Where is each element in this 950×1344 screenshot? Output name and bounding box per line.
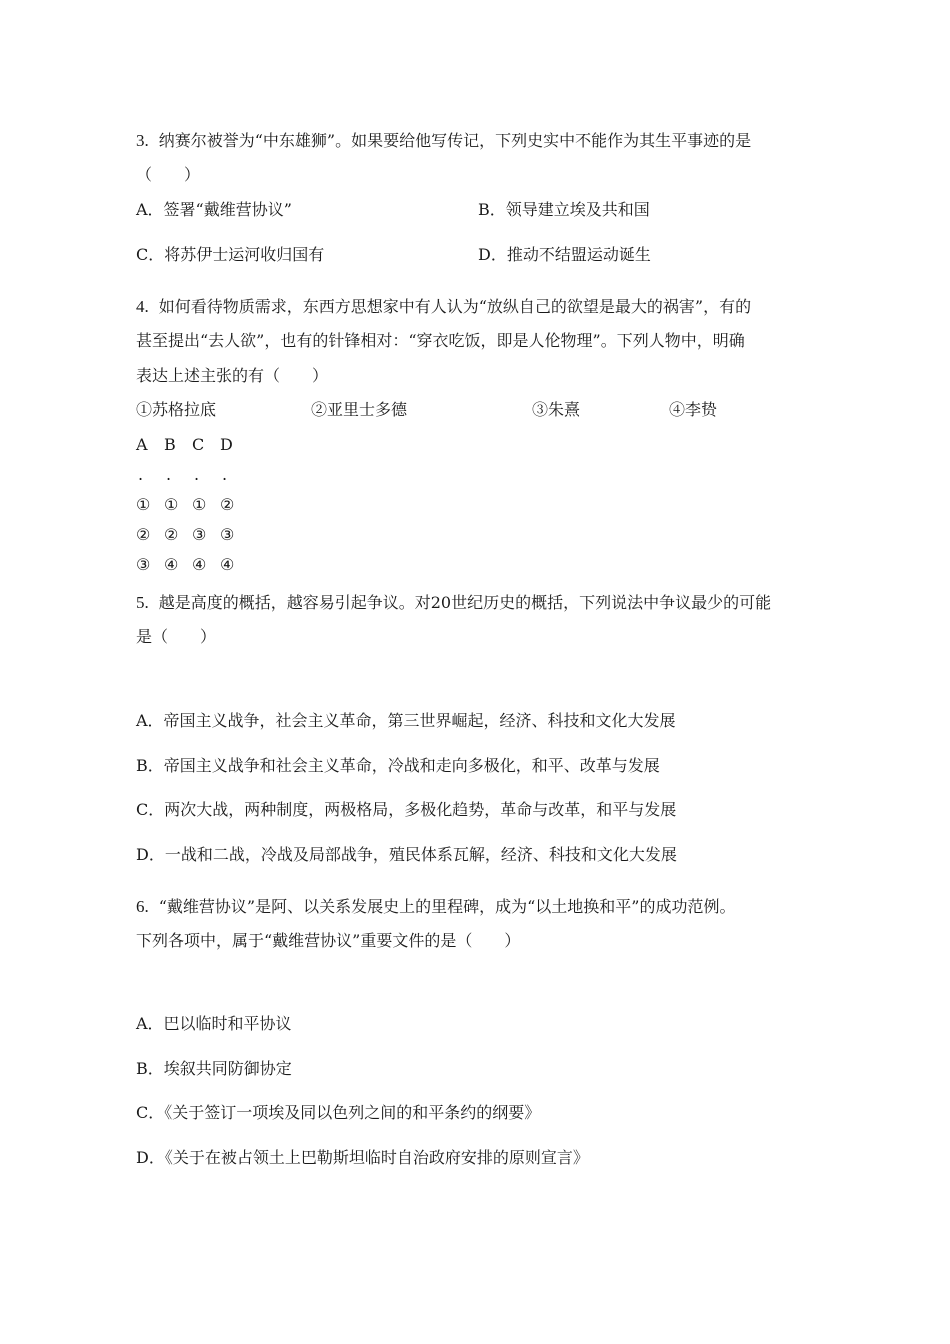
q4-stem-line1 (136, 296, 751, 318)
q4-grid-cell: ② (136, 525, 151, 544)
q4-person-2: ②亚里士多德 (311, 400, 408, 419)
q3-stem-line2: （ ） (136, 165, 201, 184)
q4-grid-header-b[interactable]: B (164, 435, 176, 454)
q6-stem-text1: “戴维营协议”是阿、以关系发展史上的里程碑，成为“以土地换和平”的成功范例。 (158, 897, 736, 916)
q6-stem-line1 (136, 896, 735, 918)
q5-option-a[interactable]: A．帝国主义战争，社会主义革命，第三世界崛起，经济、科技和文化大发展 (136, 711, 676, 730)
q4-stem-line3: 表达上述主张的有（ ） (136, 366, 329, 385)
q4-grid-header-d[interactable]: D (220, 435, 233, 454)
q5-stem-text1: 越是高度的概括，越容易引起争议。对20世纪历史的概括，下列说法中争议最少的可能 (158, 593, 772, 612)
q4-number: 4. (136, 297, 149, 316)
q4-grid-dot: . (222, 465, 228, 484)
q4-person-3: ③朱熹 (532, 400, 581, 419)
q5-option-b[interactable]: B．帝国主义战争和社会主义革命，冷战和走向多极化，和平、改革与发展 (136, 756, 660, 775)
q3-option-d[interactable]: D．推动不结盟运动诞生 (478, 245, 651, 264)
q6-stem-line2: 下列各项中，属于“戴维营协议”重要文件的是（ ） (136, 931, 521, 950)
q4-grid-header-c[interactable]: C (192, 435, 205, 454)
q4-grid-cell: ② (164, 525, 179, 544)
q4-person-4: ④李贽 (669, 400, 718, 419)
q4-grid-cell: ① (164, 495, 179, 514)
q6-option-a[interactable]: A．巴以临时和平协议 (136, 1014, 292, 1033)
q3-number: 3. (136, 131, 149, 150)
q4-grid-cell: ④ (164, 555, 179, 574)
q4-grid-cell: ④ (220, 555, 235, 574)
q3-stem-text1: 纳赛尔被誉为“中东雄狮”。如果要给他写传记，下列史实中不能作为其生平事迹的是 (158, 131, 752, 150)
q4-grid-cell: ① (192, 495, 207, 514)
q3-option-a[interactable]: A．签署“戴维营协议” (136, 200, 292, 219)
q5-number: 5. (136, 593, 149, 612)
q5-option-c[interactable]: C．两次大战，两种制度，两极格局，多极化趋势，革命与改革，和平与发展 (136, 800, 677, 819)
q4-grid-cell: ① (136, 495, 151, 514)
q4-grid-header-a[interactable]: A (136, 435, 148, 454)
q6-option-d[interactable]: D．《关于在被占领土上巴勒斯坦临时自治政府安排的原则宣言》 (136, 1148, 589, 1167)
q6-option-b[interactable]: B．埃叙共同防御协定 (136, 1059, 292, 1078)
q3-option-b[interactable]: B．领导建立埃及共和国 (478, 200, 650, 219)
q3-stem-line1 (136, 130, 751, 152)
q5-stem-line1 (136, 592, 771, 614)
q4-stem-line2: 甚至提出“去人欲”，也有的针锋相对：“穿衣吃饭，即是人伦物理”。下列人物中，明确 (136, 331, 745, 350)
q4-grid-cell: ③ (220, 525, 235, 544)
q4-stem-text1: 如何看待物质需求，东西方思想家中有人认为“放纵自己的欲望是最大的祸害”，有的 (158, 297, 752, 316)
q4-grid-dot: . (194, 465, 200, 484)
q5-stem-line2: 是（ ） (136, 627, 217, 646)
q6-option-c[interactable]: C．《关于签订一项埃及同以色列之间的和平条约的纲要》 (136, 1103, 541, 1122)
q5-option-d[interactable]: D．一战和二战，冷战及局部战争，殖民体系瓦解，经济、科技和文化大发展 (136, 845, 677, 864)
q4-person-1: ①苏格拉底 (136, 400, 217, 419)
q4-grid-dot: . (138, 465, 144, 484)
q4-grid-cell: ② (220, 495, 235, 514)
q4-grid-dot: . (166, 465, 172, 484)
q4-grid-cell: ③ (192, 525, 207, 544)
q4-grid-cell: ③ (136, 555, 151, 574)
q6-number: 6. (136, 897, 149, 916)
q4-grid-cell: ④ (192, 555, 207, 574)
q3-option-c[interactable]: C．将苏伊士运河收归国有 (136, 245, 325, 264)
